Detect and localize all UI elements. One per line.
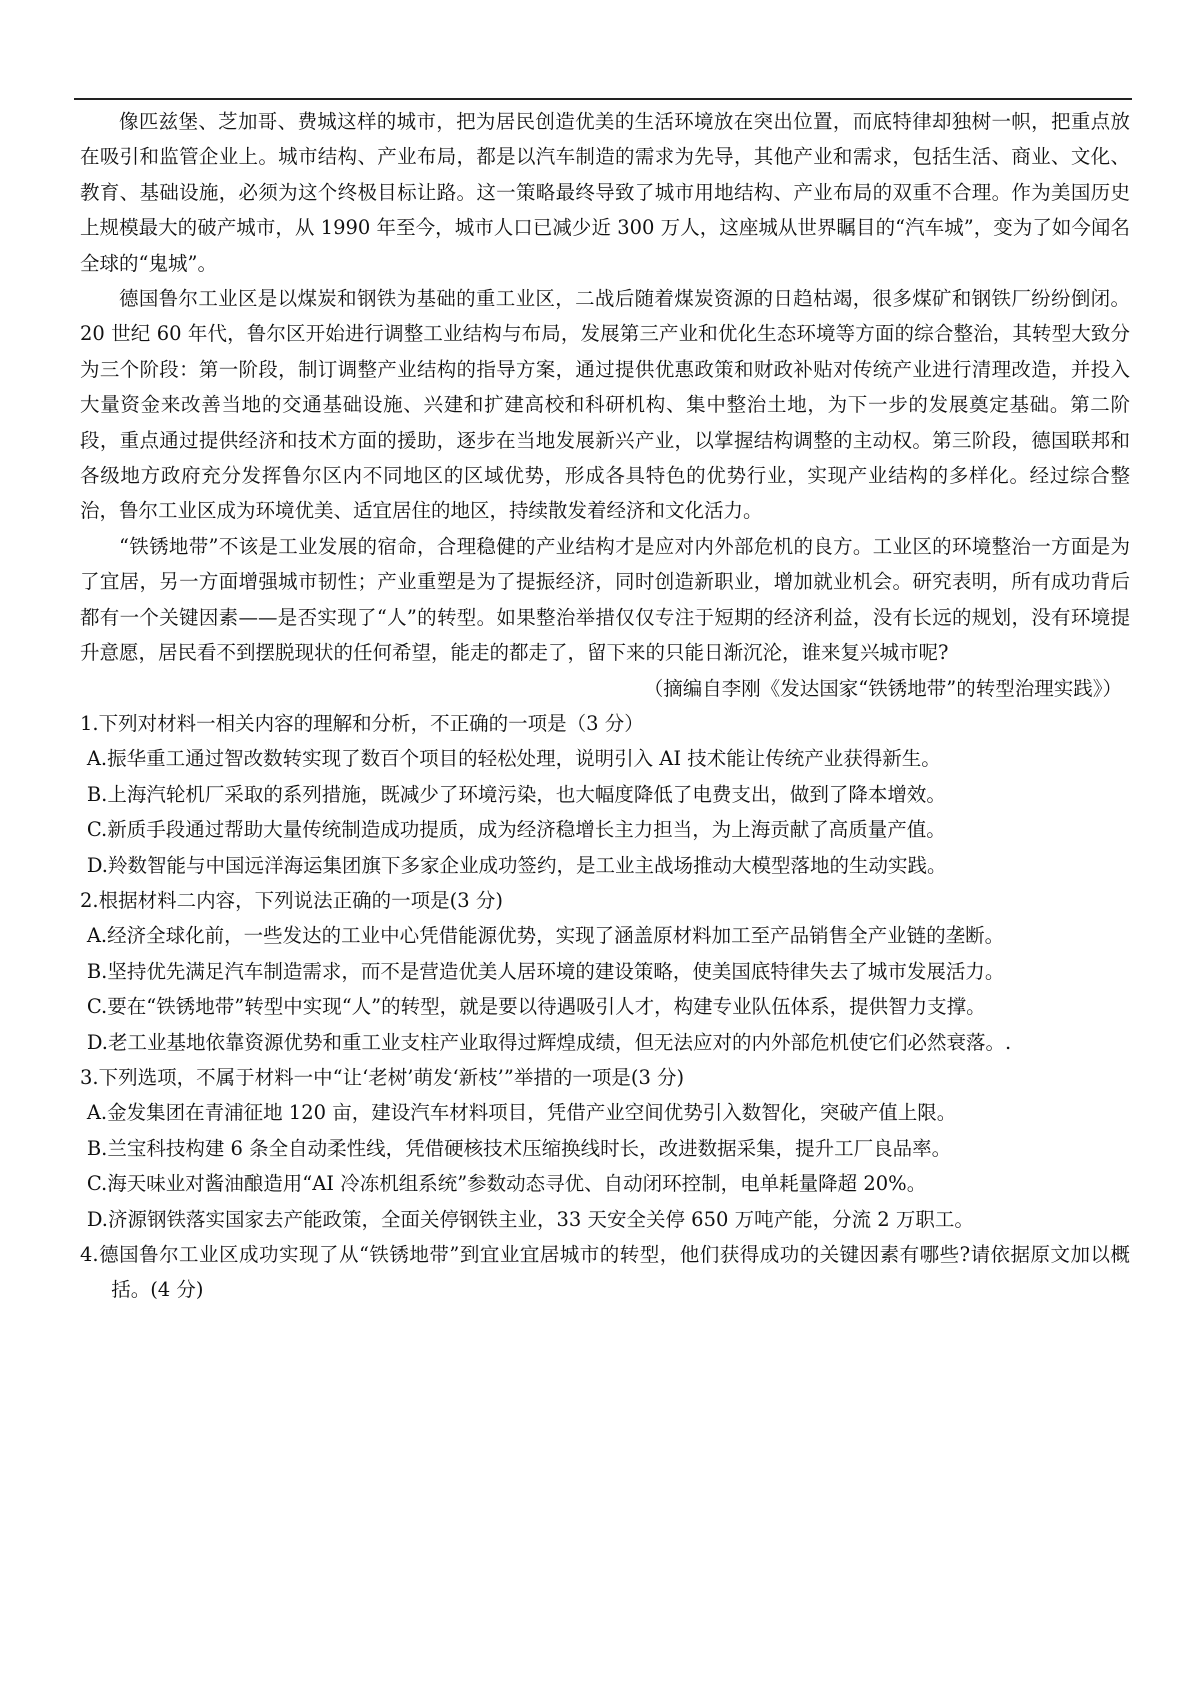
- page-content: [80, 104, 1130, 1308]
- option-a: A.金发集团在青浦征地 120 亩，建设汽车材料项目，凭借产业空间优势引入数智化，突破产值上限。: [86, 1101, 957, 1125]
- option-c: C.要在“铁锈地带”转型中实现“人”的转型，就是要以待遇吸引人才，构建专业队伍体系，提供智力支撑。: [86, 995, 986, 1019]
- passage-paragraph: 像匹兹堡、芝加哥、费城这样的城市，把为居民创造优美的生活环境放在突出位置，而底特律却独树一帜，把重点放在吸引和监管企业上。城市结构、产业布局，都是以汽车制造的需求为先导，其他产业和需求，包括生活、商业、文化、教育、基础设施，必须为这个终极目标让路。这一策略最终导致了城市用地结构、产业布局的双重不合理。作为美国历史上规模最大的破产城市，从 1990 年至今，城市人口已减少近 300 万人，这座城从世界瞩目的“汽车城”，变为了如今闻名全球的“鬼城”。: [80, 110, 1130, 275]
- option-b: B.兰宝科技构建 6 条全自动柔性线，凭借硬核技术压缩换线时长，改进数据采集，提升工厂良品率。: [86, 1136, 952, 1160]
- option-a: A.经济全球化前，一些发达的工业中心凭借能源优势，实现了涵盖原材料加工至产品销售全产业链的垄断。: [86, 924, 1005, 948]
- option-c: C.海天味业对酱油酿造用“AI 冷冻机组系统”参数动态寻优、自动闭环控制，电单耗量降超 20%。: [86, 1172, 927, 1196]
- question-stem: 1.下列对材料一相关内容的理解和分析，不正确的一项是（3 分）: [80, 711, 644, 735]
- header-rule: [74, 98, 1132, 100]
- question-1: [80, 706, 1130, 883]
- option-b: B.坚持优先满足汽车制造需求，而不是营造优美人居环境的建设策略，使美国底特律失去了城市发展活力。: [86, 959, 1005, 983]
- option-c: C.新质手段通过帮助大量传统制造成功提质，成为经济稳增长主力担当，为上海贡献了高质量产值。: [86, 818, 946, 842]
- passage-paragraph: 德国鲁尔工业区是以煤炭和钢铁为基础的重工业区，二战后随着煤炭资源的日趋枯竭，很多煤矿和钢铁厂纷纷倒闭。20 世纪 60 年代，鲁尔区开始进行调整工业结构与布局，发展第三产业和优化生态环境等方面的综合整治，其转型大致分为三个阶段：第一阶段，制订调整产业结构的指导方案，通过提供优惠政策和财政补贴对传统产业进行清理改造，并投入大量资金来改善当地的交通基础设施、兴建和扩建高校和科研机构、集中整治土地，为下一步的发展奠定基础。第二阶段，重点通过提供经济和技术方面的援助，逐步在当地发展新兴产业，以掌握结构调整的主动权。第三阶段，德国联邦和各级地方政府充分发挥鲁尔区内不同地区的区域优势，形成各具特色的优势行业，实现产业结构的多样化。经过综合整治，鲁尔工业区成为环境优美、适宜居住的地区，持续散发着经济和文化活力。: [80, 287, 1130, 523]
- option-d: D.济源钢铁落实国家去产能政策，全面关停钢铁主业，33 天安全关停 650 万吨产能，分流 2 万职工。: [86, 1207, 974, 1231]
- question-stem: 3.下列选项，不属于材料一中“让‘老树’萌发‘新枝’”举措的一项是(3 分): [80, 1065, 685, 1089]
- option-a: A.振华重工通过智改数转实现了数百个项目的轻松处理，说明引入 AI 技术能让传统产业获得新生。: [86, 747, 941, 771]
- passage-source: （摘编自李刚《发达国家“铁锈地带”的转型治理实践》）: [643, 676, 1122, 700]
- option-d: D.老工业基地依靠资源优势和重工业支柱产业取得过辉煌成绩，但无法应对的内外部危机使它们必然衰落。.: [86, 1030, 1012, 1054]
- passage-paragraph: “铁锈地带”不该是工业发展的宿命，合理稳健的产业结构才是应对内外部危机的良方。工业区的环境整治一方面是为了宜居，另一方面增强城市韧性；产业重塑是为了提振经济，同时创造新职业，增加就业机会。研究表明，所有成功背后都有一个关键因素——是否实现了“人”的转型。如果整治举措仅仅专注于短期的经济利益，没有长远的规划，没有环境提升意愿，居民看不到摆脱现状的任何希望，能走的都走了，留下来的只能日渐沉沦，谁来复兴城市呢?: [80, 534, 1130, 665]
- question-stem: 2.根据材料二内容，下列说法正确的一项是(3 分): [80, 888, 503, 912]
- question-3: [80, 1060, 1130, 1237]
- question-2: [80, 883, 1130, 1060]
- question-stem: 4.德国鲁尔工业区成功实现了从“铁锈地带”到宜业宜居城市的转型，他们获得成功的关键因素有哪些?请依据原文加以概括。(4 分): [80, 1243, 1130, 1302]
- option-d: D.羚数智能与中国远洋海运集团旗下多家企业成功签约，是工业主战场推动大模型落地的生动实践。: [86, 853, 947, 877]
- question-4: [80, 1237, 1130, 1308]
- option-b: B.上海汽轮机厂采取的系列措施，既减少了环境污染，也大幅度降低了电费支出，做到了降本增效。: [86, 782, 946, 806]
